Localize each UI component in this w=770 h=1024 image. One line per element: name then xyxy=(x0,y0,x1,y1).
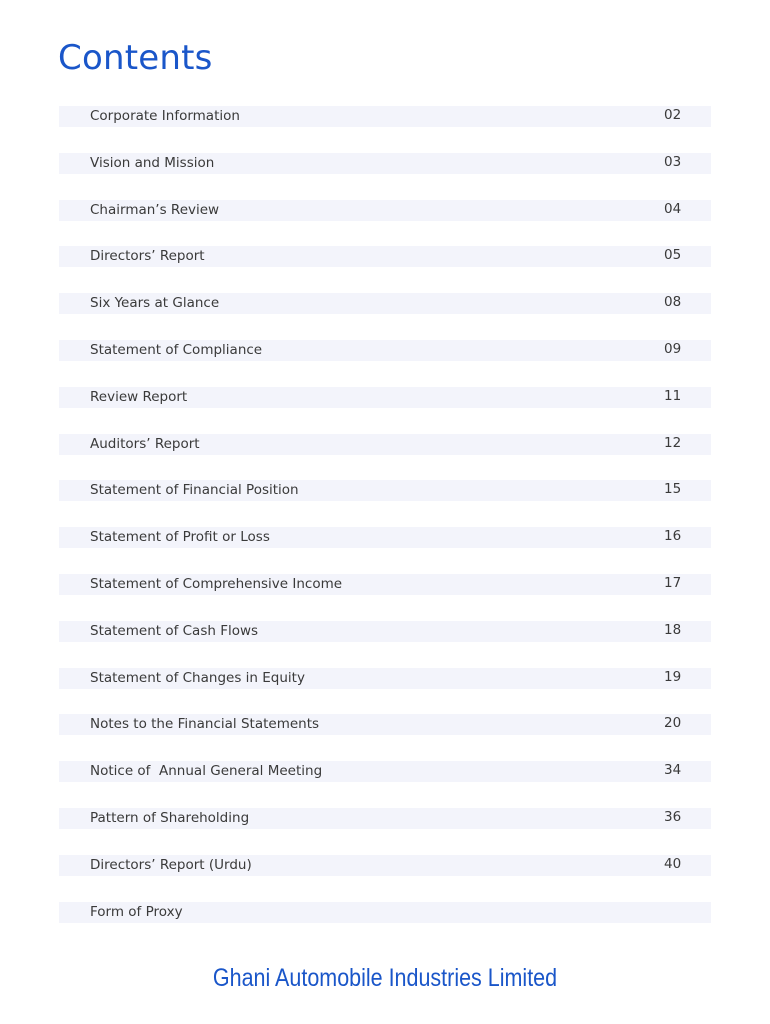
toc-row-pattern-of-shareholding[interactable] xyxy=(59,808,711,829)
toc-page-number: 12 xyxy=(664,434,682,451)
toc-entry-title: Statement of Comprehensive Income xyxy=(90,575,343,592)
toc-entry-title: Notice of Annual General Meeting xyxy=(90,763,323,780)
toc-entry-title: Statement of Changes in Equity xyxy=(90,669,305,686)
toc-entry-title: Form of Proxy xyxy=(90,903,183,920)
toc-entry-title: Chairman’s Review xyxy=(90,201,220,218)
toc-row-statement-of-compliance[interactable] xyxy=(59,340,711,361)
toc-page-number: 36 xyxy=(664,808,682,825)
table-of-contents xyxy=(59,106,711,948)
toc-entry-title: Notes to the Financial Statements xyxy=(90,716,320,733)
toc-page-number: 08 xyxy=(664,294,682,311)
toc-page-number: 04 xyxy=(664,200,682,217)
toc-page-number: 20 xyxy=(664,715,682,732)
toc-entry-title: Vision and Mission xyxy=(90,154,215,171)
toc-page-number: 34 xyxy=(664,762,682,779)
toc-row-directors-report[interactable] xyxy=(59,246,711,267)
toc-row-notes-to-financial-statements[interactable] xyxy=(59,714,711,735)
toc-row-review-report[interactable] xyxy=(59,387,711,408)
toc-entry-title: Directors’ Report (Urdu) xyxy=(90,856,252,873)
toc-row-statement-of-comprehensive-income[interactable] xyxy=(59,574,711,595)
toc-row-corporate-information[interactable] xyxy=(59,106,711,127)
toc-page-number: 18 xyxy=(664,621,682,638)
toc-entry-title: Review Report xyxy=(90,388,188,405)
toc-row-form-of-proxy[interactable] xyxy=(59,902,711,923)
toc-page-number: 17 xyxy=(664,574,682,591)
toc-row-statement-of-changes-in-equity[interactable] xyxy=(59,668,711,689)
toc-page-number: 05 xyxy=(664,247,682,264)
toc-page-number: 19 xyxy=(664,668,682,685)
toc-row-notice-of-agm[interactable] xyxy=(59,761,711,782)
toc-entry-title: Statement of Financial Position xyxy=(90,482,299,499)
toc-row-auditors-report[interactable] xyxy=(59,434,711,455)
toc-row-chairmans-review[interactable] xyxy=(59,200,711,221)
toc-entry-title: Six Years at Glance xyxy=(90,295,220,312)
toc-entry-title: Corporate Information xyxy=(90,108,240,124)
toc-row-statement-of-financial-position[interactable] xyxy=(59,480,711,501)
toc-row-directors-report-urdu[interactable] xyxy=(59,855,711,876)
toc-row-statement-of-cash-flows[interactable] xyxy=(59,621,711,642)
toc-entry-title: Directors’ Report xyxy=(90,248,205,265)
toc-entry-title: Auditors’ Report xyxy=(90,435,200,452)
toc-page-number: 03 xyxy=(664,153,682,170)
footer-company-name: Ghani Automobile Industries Limited xyxy=(212,964,558,992)
toc-entry-title: Statement of Profit or Loss xyxy=(90,529,270,546)
toc-page-number: 09 xyxy=(664,340,682,357)
toc-page-number: 02 xyxy=(664,107,682,123)
toc-entry-title: Statement of Cash Flows xyxy=(90,622,259,639)
toc-page-number: 40 xyxy=(664,855,682,872)
toc-row-vision-and-mission[interactable] xyxy=(59,153,711,174)
toc-entry-title: Pattern of Shareholding xyxy=(90,809,250,826)
toc-entry-title: Statement of Compliance xyxy=(90,341,263,358)
toc-row-statement-of-profit-or-loss[interactable] xyxy=(59,527,711,548)
toc-page-number: 15 xyxy=(664,481,682,498)
page-title: Contents xyxy=(58,38,213,78)
toc-page-number: 16 xyxy=(664,528,682,545)
toc-row-six-years-at-glance[interactable] xyxy=(59,293,711,314)
toc-page-number: 11 xyxy=(664,387,682,404)
